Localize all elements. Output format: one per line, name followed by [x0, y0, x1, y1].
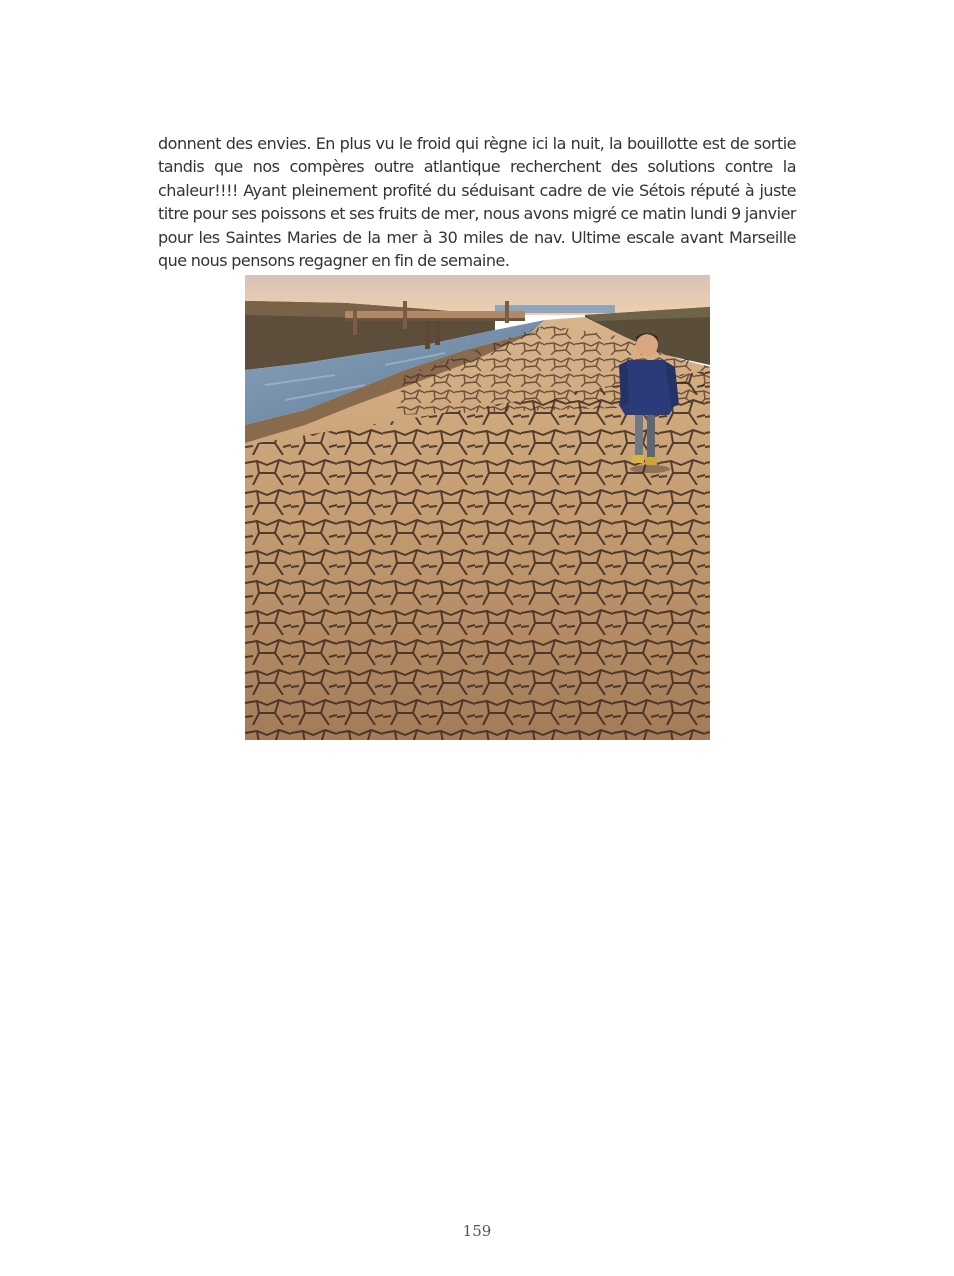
- cracked-mud-path-photo: [245, 275, 710, 740]
- body-paragraph: donnent des envies. En plus vu le froid qui règne ici la nuit, la bouillotte est de sortie tandis que nos compères outre atlantique recherchent des solutions contre la chaleur!!!! Ayant pleinement profité du séduisant cadre de vie Sétois réputé à juste titre pour ses poissons et ses fruits de mer, nous avons migré ce matin lundi 9 janvier pour les Saintes Maries de la mer à 30 miles de nav. Ultime escale avant Marseille que nous pensons regagner en fin de semaine.: [158, 134, 796, 271]
- page-number: 159: [462, 1222, 492, 1240]
